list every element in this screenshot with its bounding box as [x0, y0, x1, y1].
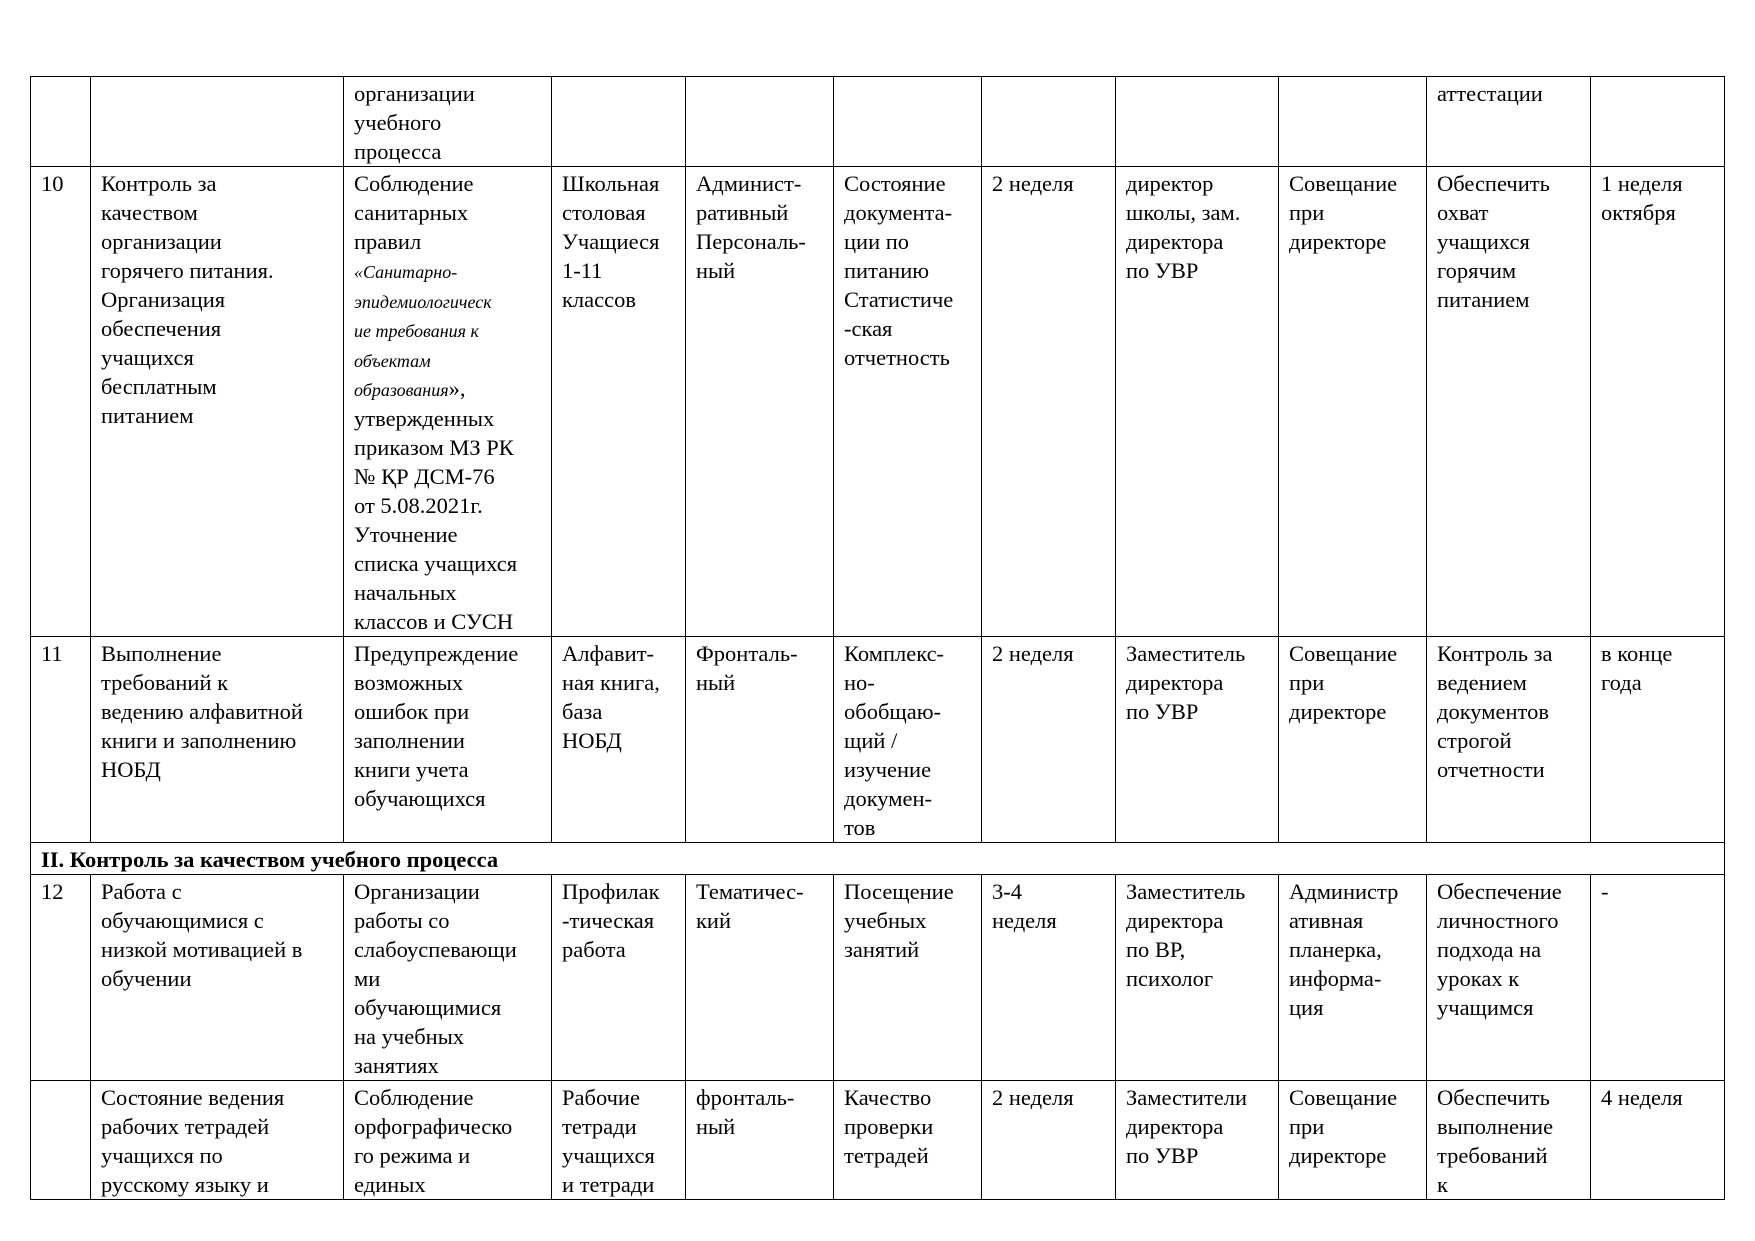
- text-line: Уточнение: [354, 521, 458, 547]
- text-line: -: [1601, 878, 1609, 904]
- text-line: директоре: [1289, 1142, 1387, 1168]
- text-line: Совещание: [1289, 1084, 1398, 1110]
- cell-review-place: [1279, 1080, 1427, 1199]
- cell-object: [552, 167, 686, 637]
- text-line: щий /: [844, 727, 898, 753]
- cell-responsible: [1116, 636, 1279, 842]
- text-line: ведением: [1437, 669, 1527, 695]
- text-line: фронталь-: [696, 1084, 795, 1110]
- text-line: Работа с: [101, 878, 182, 904]
- text-line: столовая: [562, 200, 646, 225]
- text-line: процесса: [354, 139, 442, 164]
- text-line: Заместитель: [1126, 878, 1246, 904]
- text-line: Обеспечить: [1437, 1084, 1550, 1110]
- text-line: возможных: [354, 669, 464, 695]
- text-line: по УВР: [1126, 1142, 1199, 1168]
- text-line: требований: [1437, 1142, 1548, 1168]
- cell-review-place: [1279, 167, 1427, 637]
- text-line: учащихся: [562, 1142, 655, 1168]
- text-line: от 5.08.2021г.: [354, 492, 483, 518]
- text-line: ми: [354, 965, 381, 991]
- cell-review-place: [1279, 636, 1427, 842]
- text-line: проверки: [844, 1113, 934, 1139]
- cell-decision: [1427, 167, 1591, 637]
- text-line: Организации: [354, 878, 480, 904]
- text-line: качеством: [101, 200, 198, 225]
- text-line: 2 неделя: [992, 640, 1074, 666]
- text-line: Администр: [1289, 878, 1399, 904]
- text-line: ный: [696, 1113, 736, 1139]
- text-line: утвержденных: [354, 405, 495, 431]
- text-line: отчетности: [1437, 756, 1545, 782]
- text-line: кий: [696, 907, 732, 933]
- text-line: № ҚР ДСМ-76: [354, 463, 495, 489]
- text-line: Соблюдение: [354, 1084, 474, 1110]
- text-line: заполнении: [354, 727, 465, 753]
- cell-type: [686, 636, 834, 842]
- text-line: тетрадей: [844, 1142, 929, 1168]
- text-line: начальных: [354, 579, 457, 605]
- text-line: организации: [101, 229, 222, 254]
- cell-object: [552, 636, 686, 842]
- text-line: Качество: [844, 1084, 932, 1110]
- cell-deadline: [1591, 1080, 1725, 1199]
- cell-period: [982, 874, 1116, 1080]
- text-line: Соблюдение: [354, 171, 474, 196]
- text-line: учащихся: [101, 345, 194, 370]
- text-line: года: [1601, 669, 1642, 695]
- cell-method: [834, 636, 982, 842]
- text-line: Состояние: [844, 171, 946, 196]
- text-line: НОБД: [101, 756, 161, 782]
- text-line: Фронталь-: [696, 640, 798, 666]
- text-line: классов: [562, 287, 636, 312]
- row-number: 10: [41, 171, 64, 196]
- text-line: октября: [1601, 200, 1676, 225]
- text-line: к: [1437, 1171, 1448, 1197]
- text-line: ная книга,: [562, 669, 660, 695]
- text-line: работы со: [354, 907, 450, 933]
- text-line: на учебных: [354, 1023, 465, 1049]
- text-line: директора: [1126, 1113, 1224, 1139]
- text-line: и тетради: [562, 1171, 655, 1197]
- cell-method: [834, 77, 982, 167]
- text-line: директор: [1126, 171, 1214, 196]
- closing-quote: »,: [448, 376, 466, 401]
- text-line: бесплатным: [101, 374, 217, 399]
- cell-subject: [91, 874, 344, 1080]
- text-line: тов: [844, 814, 876, 840]
- cell-period: [982, 77, 1116, 167]
- text-line: орфографическо: [354, 1113, 513, 1139]
- table-row: [31, 1080, 1725, 1199]
- table-row: [31, 636, 1725, 842]
- cell-object: [552, 874, 686, 1080]
- text-line: при: [1289, 200, 1325, 225]
- text-line: 2 неделя: [992, 1084, 1074, 1110]
- text-line: горячего питания.: [101, 258, 274, 283]
- text-line: директора: [1126, 669, 1224, 695]
- text-line: планерка,: [1289, 936, 1382, 962]
- text-line: ативная: [1289, 907, 1364, 933]
- text-line: учащихся: [1437, 229, 1530, 254]
- text-line: обучении: [101, 965, 192, 991]
- cell-method: [834, 1080, 982, 1199]
- cell-object: [552, 77, 686, 167]
- text-line: Совещание: [1289, 640, 1398, 666]
- text-line: Выполнение: [101, 640, 222, 666]
- text-line: Контроль за: [1437, 640, 1553, 666]
- cell-number: [31, 874, 91, 1080]
- text-line: по ВР,: [1126, 936, 1186, 962]
- italic-text-line: «Санитарно-: [354, 262, 458, 282]
- text-line: Посещение: [844, 878, 954, 904]
- text-line: ративный: [696, 200, 789, 225]
- text-line: Статистиче: [844, 287, 954, 312]
- text-line: ведению алфавитной: [101, 698, 303, 724]
- cell-period: [982, 1080, 1116, 1199]
- text-line: Организация: [101, 287, 226, 312]
- text-line: директора: [1126, 907, 1224, 933]
- text-line: Тематичес-: [696, 878, 804, 904]
- text-line: обобщаю-: [844, 698, 942, 724]
- text-line: -тическая: [562, 907, 655, 933]
- text-line: Контроль за: [101, 171, 217, 196]
- text-line: учебного: [354, 110, 442, 135]
- text-line: уроках к: [1437, 965, 1520, 991]
- table-row: [31, 167, 1725, 637]
- text-line: документов: [1437, 698, 1549, 724]
- cell-decision: [1427, 874, 1591, 1080]
- text-line: 4 неделя: [1601, 1084, 1683, 1110]
- row-number: 12: [41, 878, 64, 904]
- document-page: [30, 76, 1724, 1200]
- text-line: обучающимися с: [101, 907, 264, 933]
- text-line: директоре: [1289, 229, 1387, 254]
- text-line: 1-11: [562, 258, 603, 283]
- text-line: Заместители: [1126, 1084, 1247, 1110]
- cell-decision: [1427, 77, 1591, 167]
- text-line: Школьная: [562, 171, 660, 196]
- text-line: 1 неделя: [1601, 171, 1683, 196]
- text-line: НОБД: [562, 727, 622, 753]
- text-line: приказом МЗ РК: [354, 434, 514, 460]
- text-line: низкой мотивацией в: [101, 936, 303, 962]
- cell-type: [686, 874, 834, 1080]
- text-line: го режима и: [354, 1142, 471, 1168]
- text-line: Рабочие: [562, 1084, 640, 1110]
- cell-deadline: [1591, 874, 1725, 1080]
- text-line: охват: [1437, 200, 1489, 225]
- cell-decision: [1427, 1080, 1591, 1199]
- text-line: в конце: [1601, 640, 1673, 666]
- text-line: ошибок при: [354, 698, 470, 724]
- cell-goal: [344, 1080, 552, 1199]
- text-line: документа-: [844, 200, 953, 225]
- text-line: санитарных: [354, 200, 469, 225]
- text-line: Обеспечить: [1437, 171, 1550, 196]
- text-line: неделя: [992, 907, 1057, 933]
- cell-subject: [91, 636, 344, 842]
- text-line: занятиях: [354, 1052, 439, 1078]
- text-line: отчетность: [844, 345, 950, 370]
- italic-text-line: эпидемиологическ: [354, 291, 492, 312]
- cell-responsible: [1116, 1080, 1279, 1199]
- text-line: занятий: [844, 936, 920, 962]
- text-line: ция: [1289, 994, 1324, 1020]
- text-line: по УВР: [1126, 698, 1199, 724]
- cell-goal: [344, 167, 552, 637]
- text-line: выполнение: [1437, 1113, 1554, 1139]
- cell-number: [31, 77, 91, 167]
- text-line: изучение: [844, 756, 932, 782]
- text-line: ции по: [844, 229, 910, 254]
- italic-text-line: объектам: [354, 350, 431, 371]
- cell-deadline: [1591, 77, 1725, 167]
- text-line: питанию: [844, 258, 930, 283]
- text-line: списка учащихся: [354, 550, 518, 576]
- text-line: рабочих тетрадей: [101, 1113, 270, 1139]
- text-line: горячим: [1437, 258, 1517, 283]
- text-line: личностного: [1437, 907, 1559, 933]
- text-line: Алфавит-: [562, 640, 655, 666]
- text-line: 3-4: [992, 878, 1022, 904]
- row-number: 11: [41, 640, 63, 666]
- section-row: [31, 842, 1725, 874]
- text-line: организации: [354, 81, 475, 106]
- text-line: учебных: [844, 907, 927, 933]
- text-line: Совещание: [1289, 171, 1398, 196]
- cell-object: [552, 1080, 686, 1199]
- text-line: Заместитель: [1126, 640, 1246, 666]
- text-line: питанием: [101, 403, 194, 428]
- text-line: директора: [1126, 229, 1224, 254]
- cell-responsible: [1116, 167, 1279, 637]
- text-line: слабоуспевающи: [354, 936, 517, 962]
- text-line: ный: [696, 258, 736, 283]
- cell-review-place: [1279, 874, 1427, 1080]
- cell-number: [31, 167, 91, 637]
- text-line: тетради: [562, 1113, 637, 1139]
- text-line: директоре: [1289, 698, 1387, 724]
- text-line: книги и заполнению: [101, 727, 297, 753]
- italic-text-line: ие требования к: [354, 321, 479, 341]
- text-line: обеспечения: [101, 316, 222, 341]
- text-line: Админист-: [696, 171, 802, 196]
- control-plan-table: [30, 76, 1725, 1200]
- text-line: подхода на: [1437, 936, 1542, 962]
- text-line: требований к: [101, 669, 229, 695]
- cell-deadline: [1591, 636, 1725, 842]
- cell-method: [834, 874, 982, 1080]
- cell-subject: [91, 1080, 344, 1199]
- text-line: единых: [354, 1171, 426, 1197]
- text-line: Персональ-: [696, 229, 806, 254]
- text-line: по УВР: [1126, 258, 1199, 283]
- text-line: но-: [844, 669, 875, 695]
- cell-number: [31, 636, 91, 842]
- cell-subject: [91, 77, 344, 167]
- section-heading: II. Контроль за качеством учебного процесса: [31, 842, 1725, 874]
- text-line: Профилак: [562, 878, 660, 904]
- cell-responsible: [1116, 77, 1279, 167]
- cell-goal: [344, 874, 552, 1080]
- text-line: психолог: [1126, 965, 1214, 991]
- italic-text-line: образования: [354, 380, 449, 400]
- text-line: строгой: [1437, 727, 1512, 753]
- table-row: [31, 874, 1725, 1080]
- cell-decision: [1427, 636, 1591, 842]
- text-line: при: [1289, 1113, 1325, 1139]
- cell-type: [686, 77, 834, 167]
- text-line: питанием: [1437, 287, 1530, 312]
- cell-type: [686, 167, 834, 637]
- cell-method: [834, 167, 982, 637]
- cell-type: [686, 1080, 834, 1199]
- text-line: школы, зам.: [1126, 200, 1241, 225]
- text-line: книги учета: [354, 756, 469, 782]
- text-line: -ская: [844, 316, 893, 341]
- cell-goal: [344, 77, 552, 167]
- text-line: при: [1289, 669, 1325, 695]
- text-line: учащимся: [1437, 994, 1534, 1020]
- text-line: учащихся по: [101, 1142, 223, 1168]
- cell-period: [982, 636, 1116, 842]
- text-line: Комплекс-: [844, 640, 945, 666]
- text-line: аттестации: [1437, 81, 1543, 106]
- text-line: база: [562, 698, 603, 724]
- text-line: Обеспечение: [1437, 878, 1562, 904]
- text-line: правил: [354, 229, 422, 254]
- cell-deadline: [1591, 167, 1725, 637]
- text-line: 2 неделя: [992, 171, 1074, 196]
- cell-number: [31, 1080, 91, 1199]
- text-line: обучающимися: [354, 994, 502, 1020]
- table-row: [31, 77, 1725, 167]
- text-line: обучающихся: [354, 785, 486, 811]
- text-line: Учащиеся: [562, 229, 660, 254]
- cell-responsible: [1116, 874, 1279, 1080]
- cell-period: [982, 167, 1116, 637]
- cell-subject: [91, 167, 344, 637]
- text-line: классов и СУСН: [354, 608, 514, 634]
- text-line: информа-: [1289, 965, 1382, 991]
- text-line: русскому языку и: [101, 1171, 269, 1197]
- cell-review-place: [1279, 77, 1427, 167]
- text-line: Состояние ведения: [101, 1084, 285, 1110]
- text-line: работа: [562, 936, 626, 962]
- cell-goal: [344, 636, 552, 842]
- text-line: докумен-: [844, 785, 933, 811]
- text-line: Предупреждение: [354, 640, 519, 666]
- text-line: ный: [696, 669, 736, 695]
